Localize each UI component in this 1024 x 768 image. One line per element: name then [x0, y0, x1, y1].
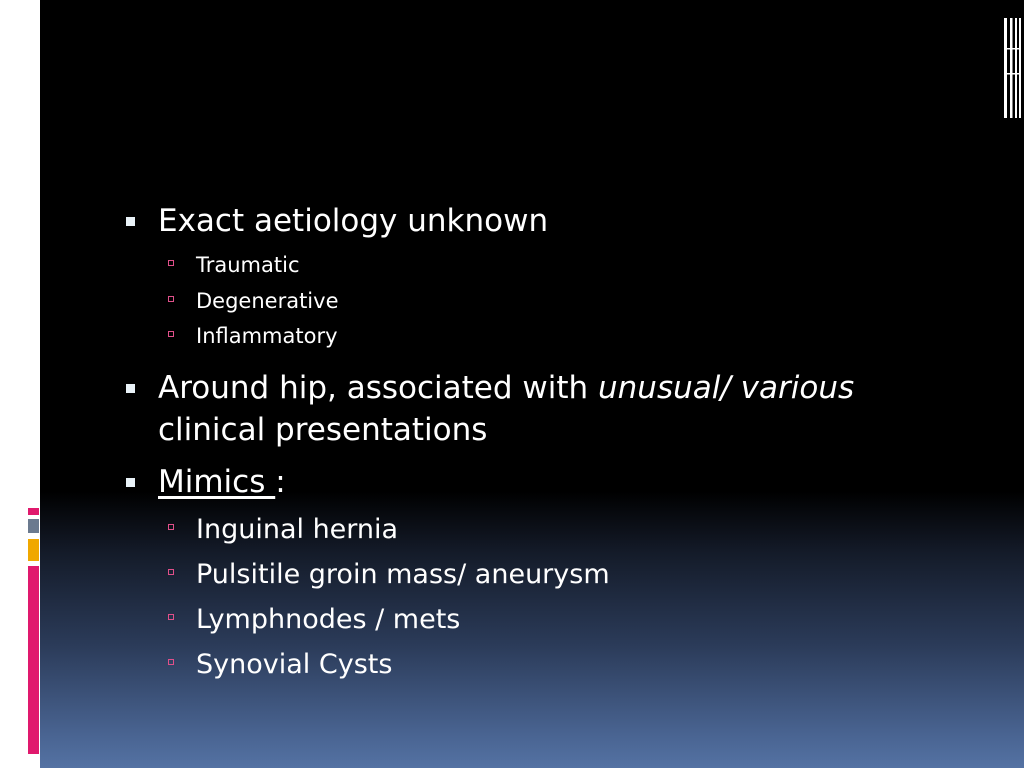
bullet-item-mimics: [120, 461, 1000, 503]
bullet-text-part-b: clinical presentations: [158, 411, 488, 448]
sub-list-aetiology: [120, 248, 1000, 355]
corner-decoration: [1000, 18, 1024, 118]
bullet-text-part-a: Around hip, associated with: [158, 369, 599, 406]
square-bullet-icon: [126, 384, 135, 393]
sub-bullet-text: Synovial Cysts: [196, 648, 393, 680]
bullet-list: [120, 200, 1000, 687]
accent-bar-orange: [28, 539, 39, 561]
square-bullet-icon: [126, 217, 135, 226]
sub-bullet-item: [120, 642, 1000, 687]
sub-bullet-item: [120, 597, 1000, 642]
sub-bullet-item: [120, 552, 1000, 597]
hollow-square-bullet-icon: [168, 331, 174, 337]
mimics-colon: :: [275, 463, 286, 500]
accent-bar-pink: [28, 508, 39, 515]
square-bullet-icon: [126, 478, 135, 487]
bullet-text-emphasis: unusual/ various: [598, 369, 855, 406]
sub-bullet-item: [120, 319, 1000, 355]
mimics-heading: Mimics: [158, 463, 276, 500]
hollow-square-bullet-icon: [168, 296, 174, 302]
sub-list-mimics: [120, 507, 1000, 687]
sub-bullet-item: [120, 507, 1000, 552]
bullet-item-aetiology: [120, 200, 1000, 242]
hollow-square-bullet-icon: [168, 569, 174, 575]
hollow-square-bullet-icon: [168, 524, 174, 530]
slide-content: [120, 200, 1000, 687]
sub-bullet-text: Inguinal hernia: [196, 513, 399, 545]
sub-bullet-text: Pulsitile groin mass/ aneurysm: [196, 558, 610, 590]
sub-bullet-text: Inflammatory: [196, 324, 338, 348]
sub-bullet-text: Degenerative: [196, 288, 339, 313]
sub-bullet-text: Traumatic: [196, 253, 300, 277]
left-white-strip: [0, 0, 40, 768]
accent-bar-pink-long: [28, 566, 39, 754]
hollow-square-bullet-icon: [168, 260, 174, 266]
hollow-square-bullet-icon: [168, 614, 174, 620]
hollow-square-bullet-icon: [168, 659, 174, 665]
sub-bullet-item: [120, 248, 1000, 284]
sub-bullet-text: Lymphnodes / mets: [196, 603, 461, 635]
accent-bar-gray: [28, 519, 39, 533]
bullet-item-around-hip: [120, 367, 1000, 451]
bullet-text: Exact aetiology unknown: [158, 203, 549, 239]
sub-bullet-item: [120, 284, 1000, 320]
